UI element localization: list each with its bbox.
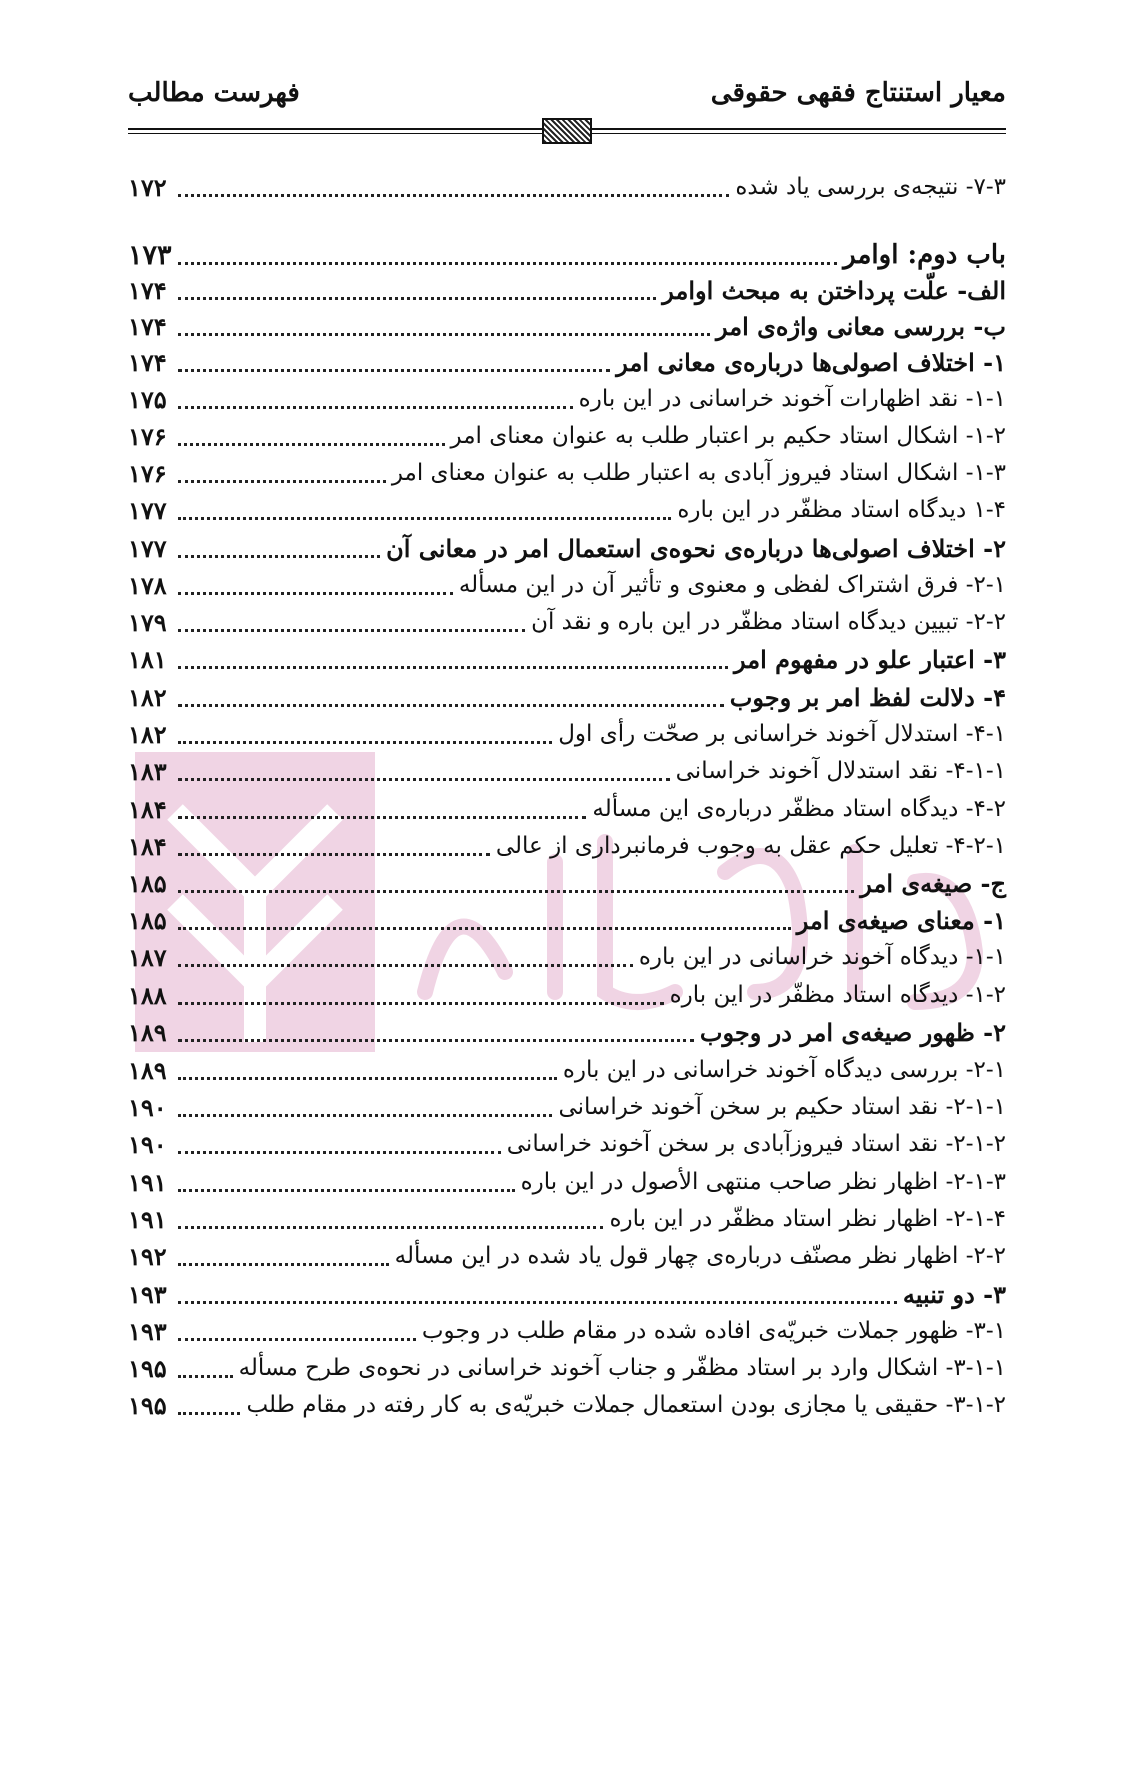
toc-entry-title: ۲-۱- بررسی دیدگاه آخوند خراسانی در این باره <box>562 1057 1006 1083</box>
toc-entry <box>128 1385 1006 1425</box>
toc-leader-dots <box>178 741 552 744</box>
toc-entry-title: ۲-۱- فرق اشتراک لفظی و معنوی و تأثیر آن در این مسأله <box>458 572 1006 598</box>
toc-page-number: ۱۷۷ <box>128 533 167 563</box>
toc-entry <box>128 1162 1006 1202</box>
toc-entry-title: ۳-۱-۲- حقیقی یا مجازی بودن استعمال جملات خبریّه‌ی به کار رفته در مقام طلب <box>246 1392 1006 1418</box>
toc-page-number: ۱۸۳ <box>128 756 167 786</box>
toc-entry-title: ۴- دلالت لفظ امر بر وجوب <box>729 682 1006 712</box>
toc-entry <box>128 900 1006 940</box>
toc-leader-dots <box>178 1226 603 1229</box>
toc-page-number: ۱۷۴ <box>128 275 167 305</box>
header-ornament <box>542 118 592 144</box>
toc-leader-dots <box>178 333 710 336</box>
toc-leader-dots <box>178 1375 233 1378</box>
toc-entry-title: ۱-۱- نقد اظهارات آخوند خراسانی در این باره <box>578 386 1006 412</box>
toc-entry-title: ۲-۱-۲- نقد استاد فیروزآبادی بر سخن آخوند خراسانی <box>506 1131 1006 1157</box>
toc-leader-dots <box>178 555 380 558</box>
toc-entry-title: باب دوم: اوامر <box>843 240 1006 270</box>
toc-entry <box>128 714 1006 754</box>
toc-leader-dots <box>178 629 525 632</box>
toc-entry-title: ۴-۲- دیدگاه استاد مظفّر درباره‌ی این مسأله <box>592 796 1006 822</box>
toc-page-number: ۱۷۶ <box>128 421 167 451</box>
toc-leader-dots <box>178 517 671 520</box>
toc-entry <box>128 1311 1006 1351</box>
toc-page-number: ۱۹۱ <box>128 1204 167 1234</box>
toc-entry-title: ۱-۲- دیدگاه استاد مظفّر در این باره <box>669 982 1006 1008</box>
toc-entry <box>128 490 1006 530</box>
toc-entry-title: ۳- دو تنبیه <box>902 1279 1006 1309</box>
toc-entry-title: ۱-۴ دیدگاه استاد مظفّر در این باره <box>677 497 1006 523</box>
toc-leader-dots <box>178 480 386 483</box>
toc-entry <box>128 342 1006 382</box>
toc-entry <box>128 1012 1006 1052</box>
toc-leader-dots <box>178 369 610 372</box>
toc-page-number: ۱۹۳ <box>128 1279 167 1309</box>
toc-entry <box>128 863 1006 903</box>
toc-page-number: ۱۷۹ <box>128 607 167 637</box>
toc-page-number: ۱۹۵ <box>128 1390 167 1420</box>
toc-page-number: ۱۷۶ <box>128 458 167 488</box>
toc-entry <box>128 1087 1006 1127</box>
toc-entry-title: ۲- ظهور صیغه‌ی امر در وجوب <box>699 1017 1006 1047</box>
toc-entry <box>128 789 1006 829</box>
toc-entry-title: ۱-۲- اشکال استاد حکیم بر اعتبار طلب به عنوان معنای امر <box>450 423 1006 449</box>
toc-entry <box>128 306 1006 346</box>
toc-entry <box>128 602 1006 642</box>
toc-leader-dots <box>178 778 670 781</box>
toc-leader-dots <box>178 592 453 595</box>
toc-entry-title: ۲-۲- تبیین دیدگاه استاد مظفّر در این باره و نقد آن <box>531 609 1006 635</box>
header-rule <box>128 128 1006 138</box>
toc-entry <box>128 379 1006 419</box>
toc-entry <box>128 639 1006 679</box>
toc-leader-dots <box>178 927 791 930</box>
toc-entry <box>128 1124 1006 1164</box>
toc-leader-dots <box>178 406 573 409</box>
toc-entry-title: ۱- اختلاف اصولی‌ها درباره‌ی معانی امر <box>616 347 1006 377</box>
toc-leader-dots <box>178 1002 664 1005</box>
toc-entry-title: ج- صیغه‌ی امر <box>860 868 1006 898</box>
toc-page-number: ۱۸۴ <box>128 794 167 824</box>
toc-page-number: ۱۷۳ <box>128 239 172 271</box>
section-title: فهرست مطالب <box>128 78 300 108</box>
toc-leader-dots <box>178 704 724 707</box>
toc-entry-title: ۴-۱- استدلال آخوند خراسانی بر صحّت رأی اول <box>558 721 1006 747</box>
toc-leader-dots <box>178 853 490 856</box>
toc-entry <box>128 826 1006 866</box>
toc-entry-title: ۲-۱-۳- اظهار نظر صاحب منتهی الأصول در این باره <box>520 1169 1006 1195</box>
toc-leader-dots <box>178 816 586 819</box>
toc-page-number: ۱۸۲ <box>128 719 167 749</box>
toc-page-number: ۱۷۵ <box>128 384 167 414</box>
toc-page-number: ۱۹۰ <box>128 1129 167 1159</box>
toc-leader-dots <box>178 1077 557 1080</box>
toc-entry <box>128 416 1006 456</box>
toc-entry-title: ۲-۱-۱- نقد استاد حکیم بر سخن آخوند خراسانی <box>558 1094 1006 1120</box>
toc-entry <box>128 270 1006 310</box>
toc-leader-dots <box>178 443 445 446</box>
toc-leader-dots <box>178 1301 897 1304</box>
toc-leader-dots <box>178 1114 552 1117</box>
toc-page-number: ۱۹۳ <box>128 1316 167 1346</box>
toc-leader-dots <box>178 262 837 265</box>
toc-page-number: ۱۷۴ <box>128 311 167 341</box>
toc-leader-dots <box>178 1039 694 1042</box>
toc-entry-title: ۳-۱- ظهور جملات خبریّه‌ی افاده شده در مقام طلب در وجوب <box>421 1318 1006 1344</box>
toc-page-number: ۱۹۱ <box>128 1167 167 1197</box>
toc-leader-dots <box>178 890 854 893</box>
toc-page-number: ۱۷۴ <box>128 347 167 377</box>
toc-entry <box>128 565 1006 605</box>
toc-entry-title: ب- بررسی معانی واژه‌ی امر <box>715 311 1006 341</box>
toc-entry <box>128 235 1006 275</box>
toc-page-number: ۱۸۲ <box>128 682 167 712</box>
toc-entry <box>128 1274 1006 1314</box>
toc-leader-dots <box>178 1263 389 1266</box>
toc-entry-title: ۳-۱-۱- اشکال وارد بر استاد مظفّر و جناب آخوند خراسانی در نحوه‌ی طرح مسأله <box>238 1355 1006 1381</box>
toc-page-number: ۱۸۵ <box>128 868 167 898</box>
toc-page-number: ۱۸۸ <box>128 980 167 1010</box>
toc-entry-title: ۱-۳- اشکال استاد فیروز آبادی به اعتبار طلب به عنوان معنای امر <box>391 460 1006 486</box>
toc-page-number: ۱۸۹ <box>128 1055 167 1085</box>
toc-page-number: ۱۸۱ <box>128 644 167 674</box>
book-title: معیار استنتاج فقهی حقوقی <box>710 78 1006 108</box>
toc-leader-dots <box>178 1189 515 1192</box>
toc-entry <box>128 1236 1006 1276</box>
toc-page-number: ۱۸۵ <box>128 905 167 935</box>
toc-leader-dots <box>178 194 729 197</box>
toc-entry <box>128 167 1006 207</box>
toc-entry <box>128 937 1006 977</box>
toc-entry <box>128 1348 1006 1388</box>
toc-page-number: ۱۹۵ <box>128 1353 167 1383</box>
toc-entry <box>128 1050 1006 1090</box>
toc-leader-dots <box>178 1412 240 1415</box>
toc-page-number: ۱۸۷ <box>128 942 167 972</box>
toc-entry-title: ۱- معنای صیغه‌ی امر <box>796 905 1006 935</box>
toc-entry <box>128 677 1006 717</box>
toc-page-number: ۱۷۷ <box>128 495 167 525</box>
toc-page-number: ۱۹۰ <box>128 1092 167 1122</box>
toc-page-number: ۱۸۴ <box>128 831 167 861</box>
toc-entry-title: ۴-۲-۱- تعلیل حکم عقل به وجوب فرمانبرداری از عالی <box>495 833 1006 859</box>
toc-leader-dots <box>178 1151 501 1154</box>
toc-entry-title: ۲- اختلاف اصولی‌ها درباره‌ی نحوه‌ی استعمال امر در معانی آن <box>386 533 1006 563</box>
toc-page-number: ۱۸۹ <box>128 1017 167 1047</box>
toc-page-number: ۱۷۲ <box>128 172 167 202</box>
toc-entry <box>128 453 1006 493</box>
toc-entry <box>128 528 1006 568</box>
toc-leader-dots <box>178 964 633 967</box>
toc-page-number: ۱۷۸ <box>128 570 167 600</box>
toc-entry <box>128 1199 1006 1239</box>
toc-entry-title: ۲-۲- اظهار نظر مصنّف درباره‌ی چهار قول یاد شده در این مسأله <box>394 1243 1006 1269</box>
toc-entry-title: ۷-۳- نتیجه‌ی بررسی یاد شده <box>735 174 1006 200</box>
toc-leader-dots <box>178 1338 416 1341</box>
toc-entry-title: الف- علّت پرداختن به مبحث اوامر <box>662 275 1006 305</box>
toc-entry <box>128 975 1006 1015</box>
toc-entry-title: ۱-۱- دیدگاه آخوند خراسانی در این باره <box>638 944 1006 970</box>
toc-page-number: ۱۹۲ <box>128 1241 167 1271</box>
toc-leader-dots <box>178 666 728 669</box>
toc-entry-title: ۴-۱-۱- نقد استدلال آخوند خراسانی <box>675 758 1006 784</box>
toc-entry-title: ۲-۱-۴- اظهار نظر استاد مظفّر در این باره <box>609 1206 1006 1232</box>
toc-entry <box>128 751 1006 791</box>
toc-entry-title: ۳- اعتبار علو در مفهوم امر <box>733 644 1006 674</box>
toc-leader-dots <box>178 297 656 300</box>
